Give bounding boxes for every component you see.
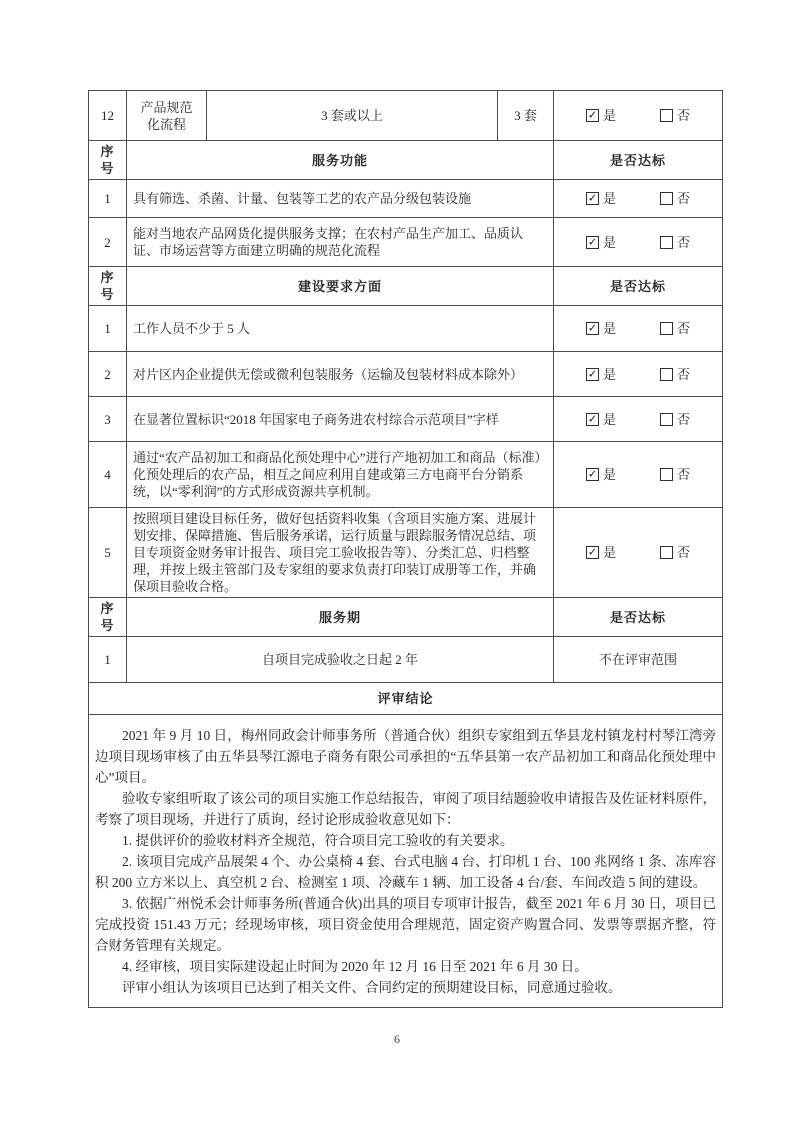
row-number-cell: 1 [89,637,127,683]
status-checkboxes [560,544,716,561]
table-row [89,180,723,218]
status-cell [554,508,723,598]
conclusion-header-row [89,683,723,715]
status-cell [554,442,723,508]
checkbox-no-empty-icon[interactable] [660,192,673,205]
checkbox-no-empty-icon[interactable] [660,109,673,122]
indicator-standard-cell: 3 套或以上 [207,91,498,141]
status-checkboxes [560,190,716,207]
status-cell [554,180,723,218]
service-period-text-cell: 自项目完成验收之日起 2 年 [127,637,554,683]
no-option [660,544,690,561]
no-label: 否 [677,467,691,482]
conclusion-title: 评审结论 [89,683,723,715]
yes-option [586,544,616,561]
table-row [89,306,723,352]
page-number: 6 [394,1032,400,1046]
no-option [660,107,690,124]
yes-label: 是 [602,108,616,123]
no-option [660,466,690,483]
no-label: 否 [677,191,691,206]
row-number-cell: 1 [89,306,127,352]
table-row [89,442,723,508]
conclusion-body-row [89,715,723,1008]
table-row [89,637,723,683]
status-checkboxes [560,320,716,337]
section-header-row [89,267,723,306]
checkbox-yes-checked-icon[interactable]: ✓ [587,412,598,425]
row-number-cell: 12 [89,91,127,141]
table-row [89,508,723,598]
conclusion-body-cell [89,715,723,1008]
requirement-text-cell: 具有筛选、杀菌、计量、包装等工艺的农产品分级包装设施 [127,180,554,218]
yes-option [586,366,616,383]
no-label: 否 [677,545,691,560]
yes-label: 是 [602,366,616,382]
service-period-header: 服务期 [127,598,554,637]
requirement-text-cell: 工作人员不少于 5 人 [127,306,554,352]
status-checkboxes [560,411,716,428]
requirement-text-cell: 在显著位置标识“2018 年国家电子商务进农村综合示范项目”字样 [127,397,554,442]
checkbox-no-empty-icon[interactable] [660,368,673,381]
conclusion-paragraph: 验收专家组听取了该公司的项目实施工作总结报告，审阅了项目结题验收申请报告及佐证材料原件，考察了项目现场，并进行了质询，经讨论形成验收意见如下： [95,790,716,827]
checkbox-no-empty-icon[interactable] [660,322,673,335]
checkbox-no-empty-icon[interactable] [660,413,673,426]
indicator-name: 产品规范化流程 [140,99,193,132]
conclusion-paragraph: 评审小组认为该项目已达到了相关文件、合同约定的预期建设目标，同意通过验收。 [122,979,622,995]
requirement-text-cell: 对片区内企业提供无偿或微利包装服务（运输及包装材料成本除外） [127,352,554,397]
conclusion-paragraph: 2. 该项目完成产品展架 4 个、办公桌椅 4 套、台式电脑 4 台、打印机 1 台、100 兆网络 1 条、冻库容积 200 立方米以上、真空机 2 台、检测室 1 项、冷藏车 1 辆、加工设备 4 台/套、车间改造 5 间的建设。 [95,853,716,890]
conclusion-paragraph: 4. 经审核，项目实际建设起止时间为 2020 年 12 月 16 日至 2021 年 6 月 30 日。 [122,958,588,974]
yes-option [586,466,616,483]
status-cell [554,218,723,267]
seq-header: 序号 [89,267,127,306]
yes-option [586,320,616,337]
checkbox-yes-checked-icon[interactable]: ✓ [587,467,598,481]
no-label: 否 [677,366,691,382]
no-option [660,366,690,383]
checkbox-yes-checked-icon[interactable]: ✓ [587,108,598,122]
row-number-cell: 4 [89,442,127,508]
status-cell [554,306,723,352]
status-cell [554,352,723,397]
checkbox-yes-checked-icon[interactable]: ✓ [587,545,598,559]
status-checkboxes [560,466,716,483]
yes-label: 是 [602,467,616,482]
conclusion-paragraph: 3. 依据广州悦禾会计师事务所(普通合伙)出具的项目专项审计报告，截至 2021 年 6 月 30 日，项目已完成投资 151.43 万元；经现场审核，项目资金使用合理规范，固定资产购置合同、发票等票据齐整，符合财务管理有关规定。 [95,895,716,953]
seq-header: 序号 [89,598,127,637]
checkbox-no-empty-icon[interactable] [660,236,673,249]
indicator-actual-cell: 3 套 [498,91,554,141]
checkbox-yes-checked-icon[interactable]: ✓ [587,191,598,205]
yes-label: 是 [602,321,616,336]
no-label: 否 [677,321,691,336]
yes-option [586,411,616,428]
checkbox-yes-checked-icon[interactable]: ✓ [587,367,598,380]
status-checkboxes [560,107,716,124]
seq-header: 序号 [89,141,127,180]
conclusion-paragraph: 1. 提供评价的验收材料齐全规范，符合项目完工验收的有关要求。 [122,832,514,848]
construction-requirement-header: 建设要求方面 [127,267,554,306]
status-cell [554,91,723,141]
requirement-text-cell: 按照项目建设目标任务，做好包括资料收集（含项目实施方案、进展计划安排、保障措施、售后服务承诺，运行质量与跟踪服务情况总结、项目专项资金财务审计报告、项目完工验收报告等）、分类汇总、归档整理，并按上级主管部门及专家组的要求负责打印装订成册等工作，并确保项目验收合格。 [127,508,554,598]
row-number-cell: 3 [89,397,127,442]
acceptance-review-table [88,90,723,1008]
yes-label: 是 [602,411,616,427]
service-function-header: 服务功能 [127,141,554,180]
yes-option [586,190,616,207]
checkbox-yes-checked-icon[interactable]: ✓ [587,321,598,335]
table-row [89,91,723,141]
no-option [660,411,690,428]
no-option [660,320,690,337]
yes-label: 是 [602,545,616,560]
table-row [89,352,723,397]
status-checkboxes [560,366,716,383]
section-header-row [89,598,723,637]
no-option [660,190,690,207]
row-number-cell: 1 [89,180,127,218]
requirement-text-cell: 通过“农产品初加工和商品化预处理中心”进行产地初加工和商品（标准）化预处理后的农产品，相互之间应利用自建或第三方电商平台分销系统，以“零利润”的方式形成资源共享机制。 [127,442,554,508]
table-row [89,397,723,442]
no-label: 否 [677,411,691,427]
status-header: 是否达标 [554,141,723,180]
yes-option [586,107,616,124]
indicator-name-cell [127,91,207,141]
requirement-text-cell: 能对当地农产品网货化提供服务支撑；在农村产品生产加工、品质认证、市场运营等方面建立明确的规范化流程 [127,218,554,267]
status-header: 是否达标 [554,267,723,306]
row-number-cell: 2 [89,218,127,267]
checkbox-no-empty-icon[interactable] [660,546,673,559]
checkbox-no-empty-icon[interactable] [660,468,673,481]
status-header: 是否达标 [554,598,723,637]
conclusion-paragraph: 2021 年 9 月 10 日，梅州同政会计师事务所（普通合伙）组织专家组到五华县龙村镇龙村村琴江湾旁边项目现场审核了由五华县琴江源电子商务有限公司承担的“五华县第一农产品初加工和商品化预处理中心”项目。 [95,727,716,785]
row-number-cell: 5 [89,508,127,598]
yes-option [586,234,616,251]
no-option [660,234,690,251]
status-checkboxes [560,234,716,251]
yes-label: 是 [602,191,616,206]
checkbox-yes-checked-icon[interactable]: ✓ [587,235,598,248]
status-text-cell: 不在评审范围 [554,637,723,683]
table-row [89,218,723,267]
yes-label: 是 [602,234,616,250]
status-cell [554,397,723,442]
row-number-cell: 2 [89,352,127,397]
no-label: 否 [677,234,691,250]
no-label: 否 [677,108,691,123]
section-header-row [89,141,723,180]
